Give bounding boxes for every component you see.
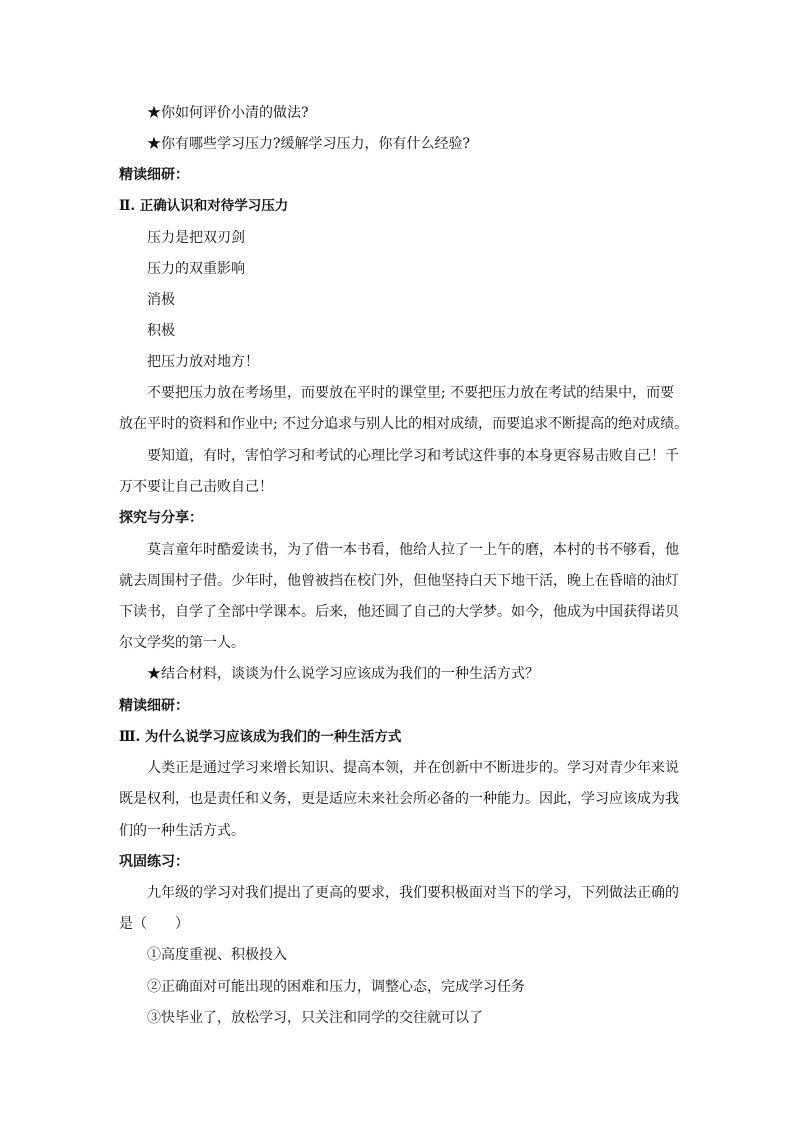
question-evaluate: ★你如何评价小清的做法? [147, 105, 309, 121]
question-pressure: ★你有哪些学习压力?缓解学习压力，你有什么经验? [147, 136, 471, 152]
option-item: ③快毕业了，放松学习，只关注和同学的交往就可以了 [147, 1010, 483, 1026]
exercise-line: 九年级的学习对我们提出了更高的要求，我们要积极面对当下的学习，下列做法正确的 [147, 885, 679, 901]
list-item: 压力是把双刃剑 [147, 230, 245, 246]
paragraph-line: 放在平时的资料和作业中; 不过分追求与别人比的相对成绩，而要追求不断提高的绝对成绩。 [119, 416, 689, 432]
section-2-title: Ⅱ. 正确认识和对待学习压力 [119, 198, 289, 214]
paragraph-line: 要知道，有时，害怕学习和考试的心理比学习和考试这件事的本身更容易击败自己！千 [147, 448, 679, 464]
option-item: ①高度重视、积极投入 [147, 947, 287, 963]
story-line: 尔文学奖的第一人。 [119, 635, 245, 651]
paragraph-line: 万不要让自己击败自己！ [119, 479, 273, 495]
list-item: 把压力放对地方！ [147, 354, 259, 370]
list-item: 消极 [147, 292, 175, 308]
paragraph-line: 人类正是通过学习来增长知识、提高本领，并在创新中不断进步的。学习对青少年来说 [147, 760, 679, 776]
paragraph-line: 们的一种生活方式。 [119, 823, 245, 839]
heading-explore-share: 探究与分享： [119, 510, 203, 526]
heading-close-reading: 精读细研： [119, 698, 189, 714]
option-item: ②正确面对可能出现的困难和压力，调整心态，完成学习任务 [147, 979, 525, 995]
section-3-title: Ⅲ. 为什么说学习应该成为我们的一种生活方式 [119, 729, 402, 745]
question-learning-lifestyle: ★结合材料，谈谈为什么说学习应该成为我们的一种生活方式？ [147, 666, 539, 682]
list-item: 压力的双重影响 [147, 261, 245, 277]
paragraph-line: 不要把压力放在考场里，而要放在平时的课堂里; 不要把压力放在考试的结果中，而要 [147, 385, 675, 401]
story-line: 下读书，自学了全部中学课本。后来，他还圆了自己的大学梦。如今，他成为中国获得诺贝 [119, 604, 679, 620]
story-line: 就去周围村子借。少年时，他曾被挡在校门外，但他坚持白天下地干活，晚上在昏暗的油灯 [119, 573, 679, 589]
exercise-line: 是（ ） [119, 916, 189, 932]
list-item: 积极 [147, 323, 175, 339]
heading-close-reading: 精读细研： [119, 167, 189, 183]
heading-practice: 巩固练习： [119, 854, 189, 870]
paragraph-line: 既是权利，也是责任和义务，更是适应未来社会所必备的一种能力。因此，学习应该成为我 [119, 791, 679, 807]
story-line: 莫言童年时酷爱读书，为了借一本书看，他给人拉了一上午的磨，本村的书不够看，他 [147, 542, 679, 558]
